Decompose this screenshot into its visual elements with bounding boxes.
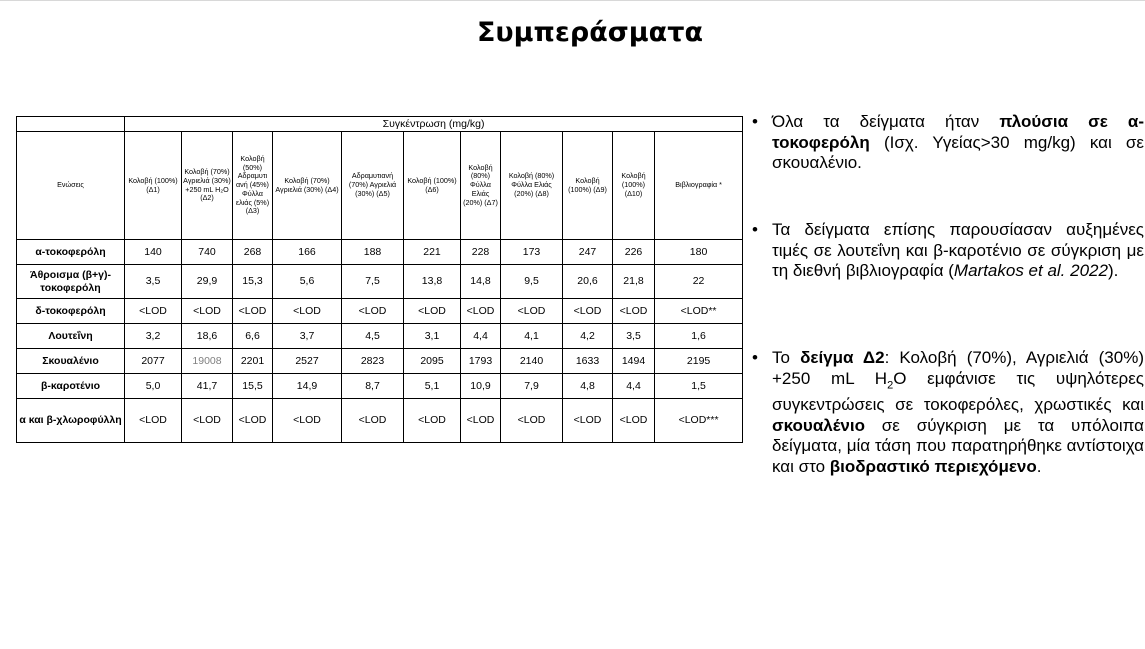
table-column-headers (17, 132, 743, 240)
table-cell: <LOD (273, 299, 342, 324)
table-row (17, 349, 743, 374)
table-cell: 5,0 (125, 374, 182, 399)
row-label: Σκουαλένιο (17, 349, 125, 374)
table-cell: 7,9 (501, 374, 563, 399)
column-header-d7: Κολοβή (80%) Φύλλα Ελιάς (20%) (Δ7) (461, 132, 501, 240)
table-cell: 22 (655, 265, 743, 299)
column-header-d1: Κολοβή (100%) (Δ1) (125, 132, 182, 240)
table-cell: 166 (273, 240, 342, 265)
table-row (17, 265, 743, 299)
table-cell: 2527 (273, 349, 342, 374)
column-header-d10: Κολοβή (100%) (Δ10) (613, 132, 655, 240)
table-cell: 14,8 (461, 265, 501, 299)
table-cell: <LOD (501, 399, 563, 443)
column-header-d5: Αδραμυτιανή (70%) Αγριελιά (30%) (Δ5) (342, 132, 404, 240)
column-header-d9: Κολοβή (100%) (Δ9) (563, 132, 613, 240)
table-cell: <LOD (182, 299, 233, 324)
table-cell: 180 (655, 240, 743, 265)
column-header-d3: Κολοβή (50%) Αδραμυτι ανή (45%) Φύλλα ελιάς (5%) (Δ3) (233, 132, 273, 240)
column-header-d4: Κολοβή (70%) Αγριελιά (30%) (Δ4) (273, 132, 342, 240)
table-cell: 7,5 (342, 265, 404, 299)
table-cell: 228 (461, 240, 501, 265)
bullet-dot-icon: • (752, 112, 758, 131)
table-cell: 4,1 (501, 324, 563, 349)
table-cell: <LOD (404, 299, 461, 324)
table-cell: 29,9 (182, 265, 233, 299)
table-cell: 740 (182, 240, 233, 265)
table-row (17, 299, 743, 324)
table-cell: 8,7 (342, 374, 404, 399)
table-cell: 5,6 (273, 265, 342, 299)
table-cell: 15,3 (233, 265, 273, 299)
table-cell: 14,9 (273, 374, 342, 399)
row-label: α-τοκοφερόλη (17, 240, 125, 265)
row-label: α και β-χλωροφύλλη (17, 399, 125, 443)
table-cell: 13,8 (404, 265, 461, 299)
table-cell: 4,2 (563, 324, 613, 349)
table-cell: 4,5 (342, 324, 404, 349)
table-cell: 3,5 (125, 265, 182, 299)
conclusion-bullet-1 (750, 112, 1144, 174)
table-cell: 2140 (501, 349, 563, 374)
table-header-concentration-row (17, 117, 743, 132)
table-cell: <LOD (182, 399, 233, 443)
slide-title: Συμπεράσματα (476, 17, 704, 48)
table-cell: <LOD (342, 299, 404, 324)
table-cell: 18,6 (182, 324, 233, 349)
row-label: β-καροτένιο (17, 374, 125, 399)
table-cell: 268 (233, 240, 273, 265)
bullet-dot-icon: • (752, 220, 758, 239)
table-cell: 188 (342, 240, 404, 265)
table-cell: 173 (501, 240, 563, 265)
table-cell: 140 (125, 240, 182, 265)
table-cell: 9,5 (501, 265, 563, 299)
bullet-dot-icon: • (752, 348, 758, 367)
table-cell: 3,1 (404, 324, 461, 349)
table-cell: <LOD (563, 399, 613, 443)
table-cell: <LOD (501, 299, 563, 324)
table-cell: 4,4 (613, 374, 655, 399)
table-cell: <LOD (233, 399, 273, 443)
column-header-d6: Κολοβή (100%) (Δ6) (404, 132, 461, 240)
table-cell: <LOD (125, 399, 182, 443)
column-header-d8: Κολοβή (80%) Φύλλα Ελιάς (20%) (Δ8) (501, 132, 563, 240)
conclusion-bullet-2 (750, 220, 1144, 282)
row-label: Άθροισμα (β+γ)-τοκοφερόλη (17, 265, 125, 299)
table-cell: 19008 (182, 349, 233, 374)
conclusion-bullet-3 (750, 348, 1144, 477)
bullet-bold-text: βιοδραστικό περιεχόμενο (829, 456, 1037, 476)
table-row (17, 324, 743, 349)
table-row (17, 240, 743, 265)
bullet-text: (Ισχ. Υγείας>30 mg/kg) και σε σκουαλένιο. (772, 132, 1144, 172)
table-row (17, 399, 743, 443)
row-label: Λουτεΐνη (17, 324, 125, 349)
table-cell: 2201 (233, 349, 273, 374)
table-cell: 20,6 (563, 265, 613, 299)
table-cell: 41,7 (182, 374, 233, 399)
table-cell: <LOD (342, 399, 404, 443)
table-cell: 247 (563, 240, 613, 265)
compounds-header: Ενώσεις (17, 132, 125, 240)
column-header-d2: Κολοβή (70%) Αγριελιά (30%) +250 mL H₂O (Δ2) (182, 132, 233, 240)
table-cell: 226 (613, 240, 655, 265)
table-cell: 21,8 (613, 265, 655, 299)
citation-text: Martakos et al. 2022 (953, 261, 1108, 280)
table-cell: 221 (404, 240, 461, 265)
bullet-text: σε σύγκριση με τα υπόλοιπα δείγματα, μία τάση που παρατηρήθηκε αντίστοιχα και στο (772, 415, 1144, 476)
table-cell: <LOD (461, 399, 501, 443)
row-label: δ-τοκοφερόλη (17, 299, 125, 324)
table-cell: <LOD (613, 399, 655, 443)
concentration-table (16, 116, 743, 443)
table-row (17, 374, 743, 399)
bullet-text: Όλα τα δείγματα ήταν (772, 112, 1000, 131)
column-header-bibliography: Βιβλιογραφία * (655, 132, 743, 240)
subscript-text: 2 (887, 378, 894, 391)
bullet-bold-text: δείγμα Δ2 (800, 348, 885, 367)
concentration-header: Συγκέντρωση (mg/kg) (125, 117, 743, 132)
bullet-bold-text: σκουαλένιο (772, 415, 865, 435)
table-cell: 10,9 (461, 374, 501, 399)
bullet-bold-text: πλούσια σε α-τοκοφερόλη (772, 112, 1144, 152)
table-cell: <LOD (613, 299, 655, 324)
table-cell: 5,1 (404, 374, 461, 399)
bullet-text: Τα δείγματα επίσης παρουσίασαν αυξημένες τιμές σε λουτεΐνη και β-καροτένιο σε σύγκριση με τη διεθνή βιβλιογραφία ( (772, 220, 1144, 280)
table-cell: 2077 (125, 349, 182, 374)
table-cell: <LOD (404, 399, 461, 443)
table-cell: 1494 (613, 349, 655, 374)
table-cell: 1793 (461, 349, 501, 374)
table-cell: 2195 (655, 349, 743, 374)
top-divider (0, 0, 1145, 1)
table-cell: 3,5 (613, 324, 655, 349)
table-cell: 2095 (404, 349, 461, 374)
table-cell: <LOD (273, 399, 342, 443)
bullet-text: Το (772, 348, 801, 367)
table-cell: 1,6 (655, 324, 743, 349)
bullet-text: ). (1107, 261, 1119, 280)
table-cell: <LOD (461, 299, 501, 324)
bullet-text: O εμφάνισε τις υψηλότερες συγκεντρώσεις σε τοκοφερόλες, χρωστικές και (772, 368, 1144, 415)
table-cell: 6,6 (233, 324, 273, 349)
table-cell: 3,7 (273, 324, 342, 349)
table-corner-cell (17, 117, 125, 132)
table-cell: <LOD** (655, 299, 743, 324)
table-cell: 1,5 (655, 374, 743, 399)
table-cell: 4,4 (461, 324, 501, 349)
table-cell: 15,5 (233, 374, 273, 399)
table-cell: 3,2 (125, 324, 182, 349)
table-cell: <LOD (563, 299, 613, 324)
bullet-text: . (1036, 456, 1042, 476)
table-cell: 1633 (563, 349, 613, 374)
table-cell: <LOD*** (655, 399, 743, 443)
table-cell: <LOD (233, 299, 273, 324)
table-cell: <LOD (125, 299, 182, 324)
table-cell: 4,8 (563, 374, 613, 399)
bullet-text: : Κολοβή (70%), Αγριελιά (30%) +250 mL H (772, 348, 1144, 388)
table-cell: 2823 (342, 349, 404, 374)
